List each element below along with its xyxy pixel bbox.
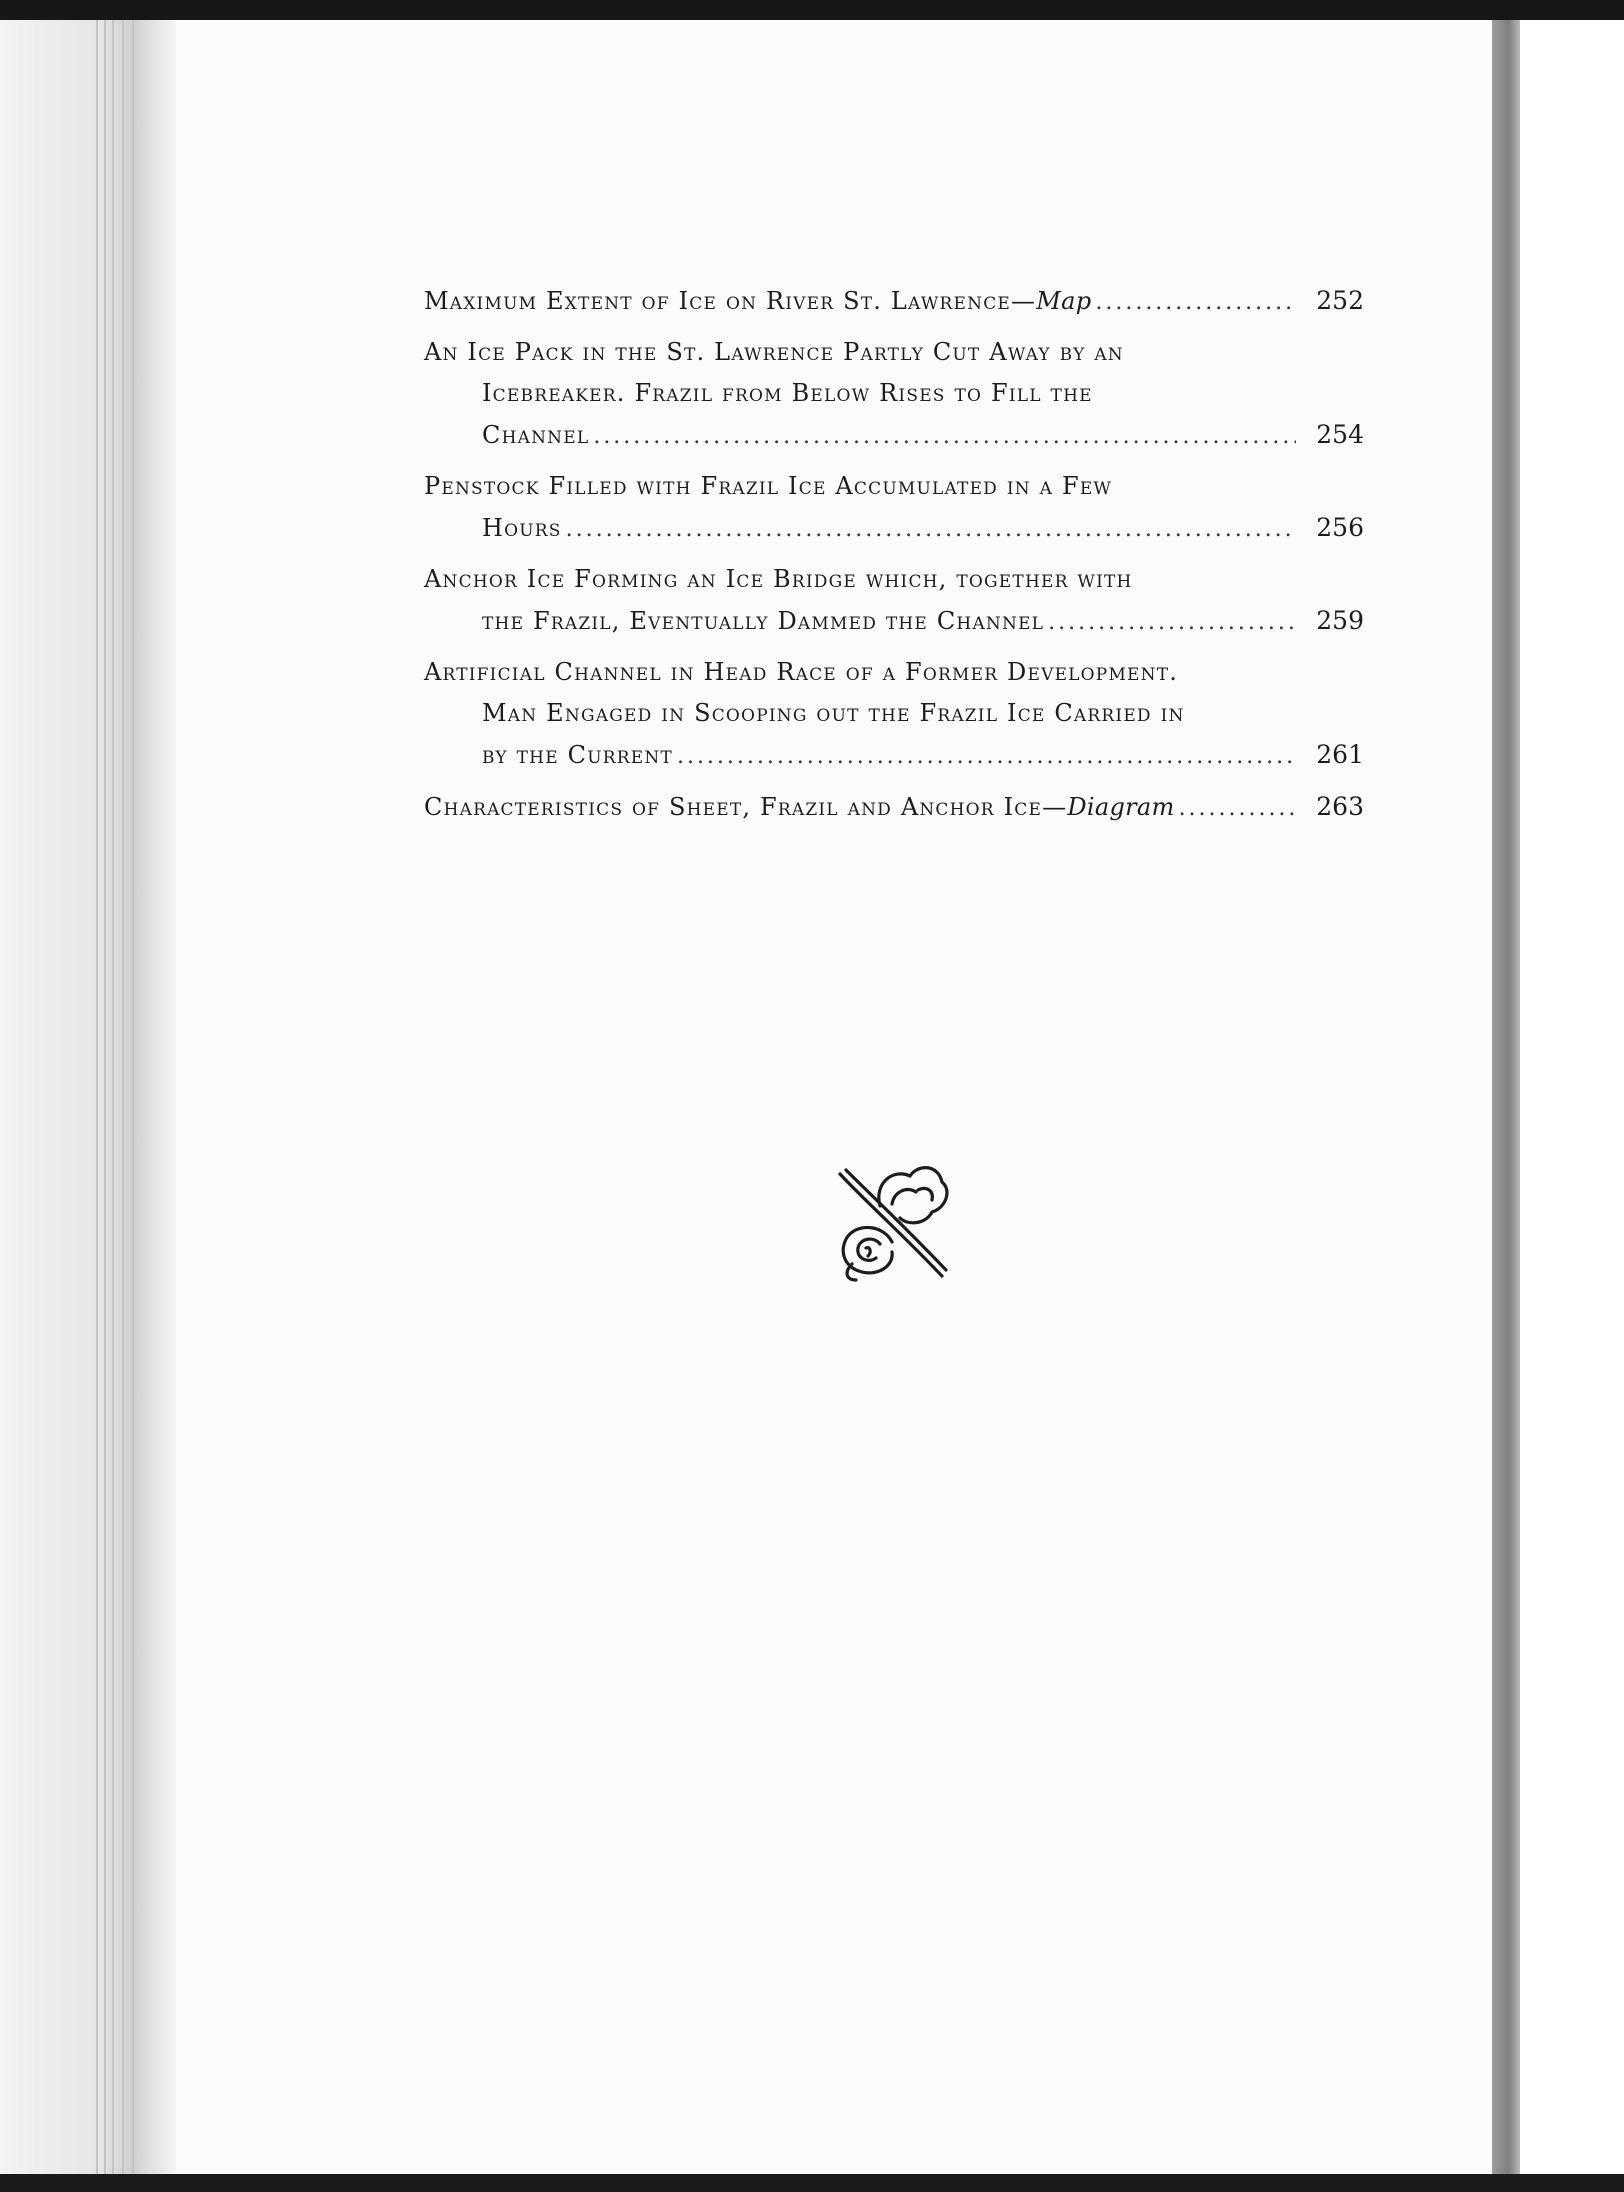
entry-line: the Frazil, Eventually Dammed the Channel bbox=[482, 607, 1045, 635]
entry-line: Hours bbox=[482, 514, 562, 542]
entry-line: Icebreaker. Frazil from Below Rises to Fill the bbox=[482, 379, 1093, 407]
entry-title: Characteristics of Sheet, Frazil and Anchor Ice—Diagram bbox=[424, 793, 1175, 821]
page-number: 259 bbox=[1316, 606, 1364, 635]
toc-entry bbox=[424, 786, 1364, 829]
entry-line: Man Engaged in Scooping out the Frazil Ice Carried in bbox=[482, 699, 1185, 727]
scan-right-margin bbox=[1520, 20, 1624, 2174]
leader-dots bbox=[1048, 602, 1296, 643]
entry-line: Channel bbox=[482, 421, 590, 449]
entry-title: Maximum Extent of Ice on River St. Lawrence—Map bbox=[424, 287, 1092, 315]
scan-bottom-border bbox=[0, 2174, 1624, 2192]
list-of-illustrations bbox=[424, 280, 1364, 838]
entry-italic: Map bbox=[1036, 287, 1092, 315]
scan-top-border bbox=[0, 0, 1624, 20]
toc-entry bbox=[424, 466, 1364, 550]
entry-line: Anchor Ice Forming an Ice Bridge which, together with bbox=[424, 565, 1133, 593]
toc-entry bbox=[424, 652, 1364, 777]
toc-entry bbox=[424, 332, 1364, 457]
floral-vignette-icon bbox=[834, 1160, 954, 1284]
entry-line: by the Current bbox=[482, 741, 673, 769]
page-number: 254 bbox=[1316, 420, 1364, 449]
page-gutter-shadow bbox=[1492, 20, 1520, 2174]
entry-line: Penstock Filled with Frazil Ice Accumulated in a Few bbox=[424, 472, 1113, 500]
toc-entry bbox=[424, 559, 1364, 643]
entry-line: An Ice Pack in the St. Lawrence Partly Cut Away by an bbox=[424, 338, 1124, 366]
page-number: 263 bbox=[1316, 792, 1364, 821]
page-number: 261 bbox=[1316, 740, 1364, 769]
leader-dots bbox=[1179, 788, 1296, 829]
entry-line: Artificial Channel in Head Race of a Former Development. bbox=[424, 658, 1179, 686]
toc-entry bbox=[424, 280, 1364, 323]
leader-dots bbox=[566, 509, 1296, 550]
page-stack-edges bbox=[0, 20, 176, 2174]
leader-dots bbox=[1095, 282, 1296, 323]
page-number: 252 bbox=[1316, 286, 1364, 315]
entry-italic: Diagram bbox=[1067, 793, 1175, 821]
leader-dots bbox=[593, 416, 1296, 457]
leader-dots bbox=[677, 736, 1296, 777]
page-number: 256 bbox=[1316, 513, 1364, 542]
